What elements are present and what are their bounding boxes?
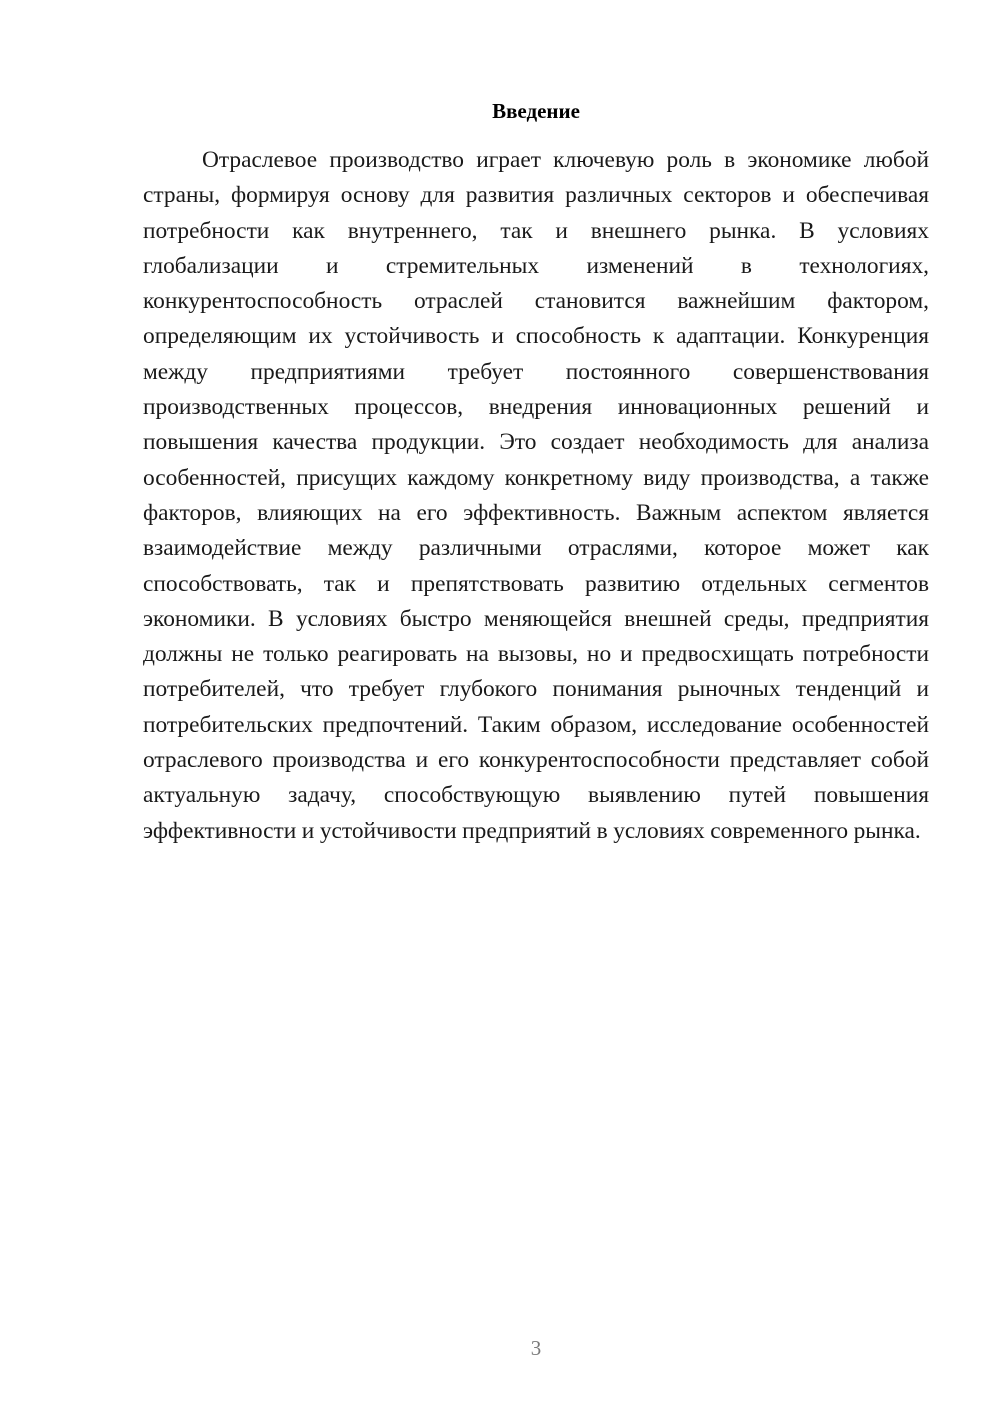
section-heading: Введение (492, 99, 580, 123)
body-paragraph: Отраслевое производство играет ключевую роль в экономике любой страны, формируя основу для развития различных секторов и обеспечивая потребности как внутреннего, так и внешнего рынка. В условиях глобализации и стремительных изменений в технологиях, конкурентоспособность отраслей становится важнейшим фактором, определяющим их устойчивость и способность к адаптации. Конкуренция между предприятиями требует постоянного совершенствования производственных процессов, внедрения инновационных решений и повышения качества продукции. Это создает необходимость для анализа особенностей, присущих каждому конкретному виду производства, а также факторов, влияющих на его эффективность. Важным аспектом является взаимодействие между различными отраслями, которое может как способствовать, так и препятствовать развитию отдельных сегментов экономики. В условиях быстро меняющейся внешней среды, предприятия должны не только реагировать на вызовы, но и предвосхищать потребности потребителей, что требует глубокого понимания рыночных тенденций и потребительских предпочтений. Таким образом, исследование особенностей отраслевого производства и его конкурентоспособности представляет собой актуальную задачу, способствующую выявлению путей повышения эффективности и устойчивости предприятий в условиях современного рынка. (143, 147, 929, 844)
page-number: 3 (530, 1336, 542, 1360)
